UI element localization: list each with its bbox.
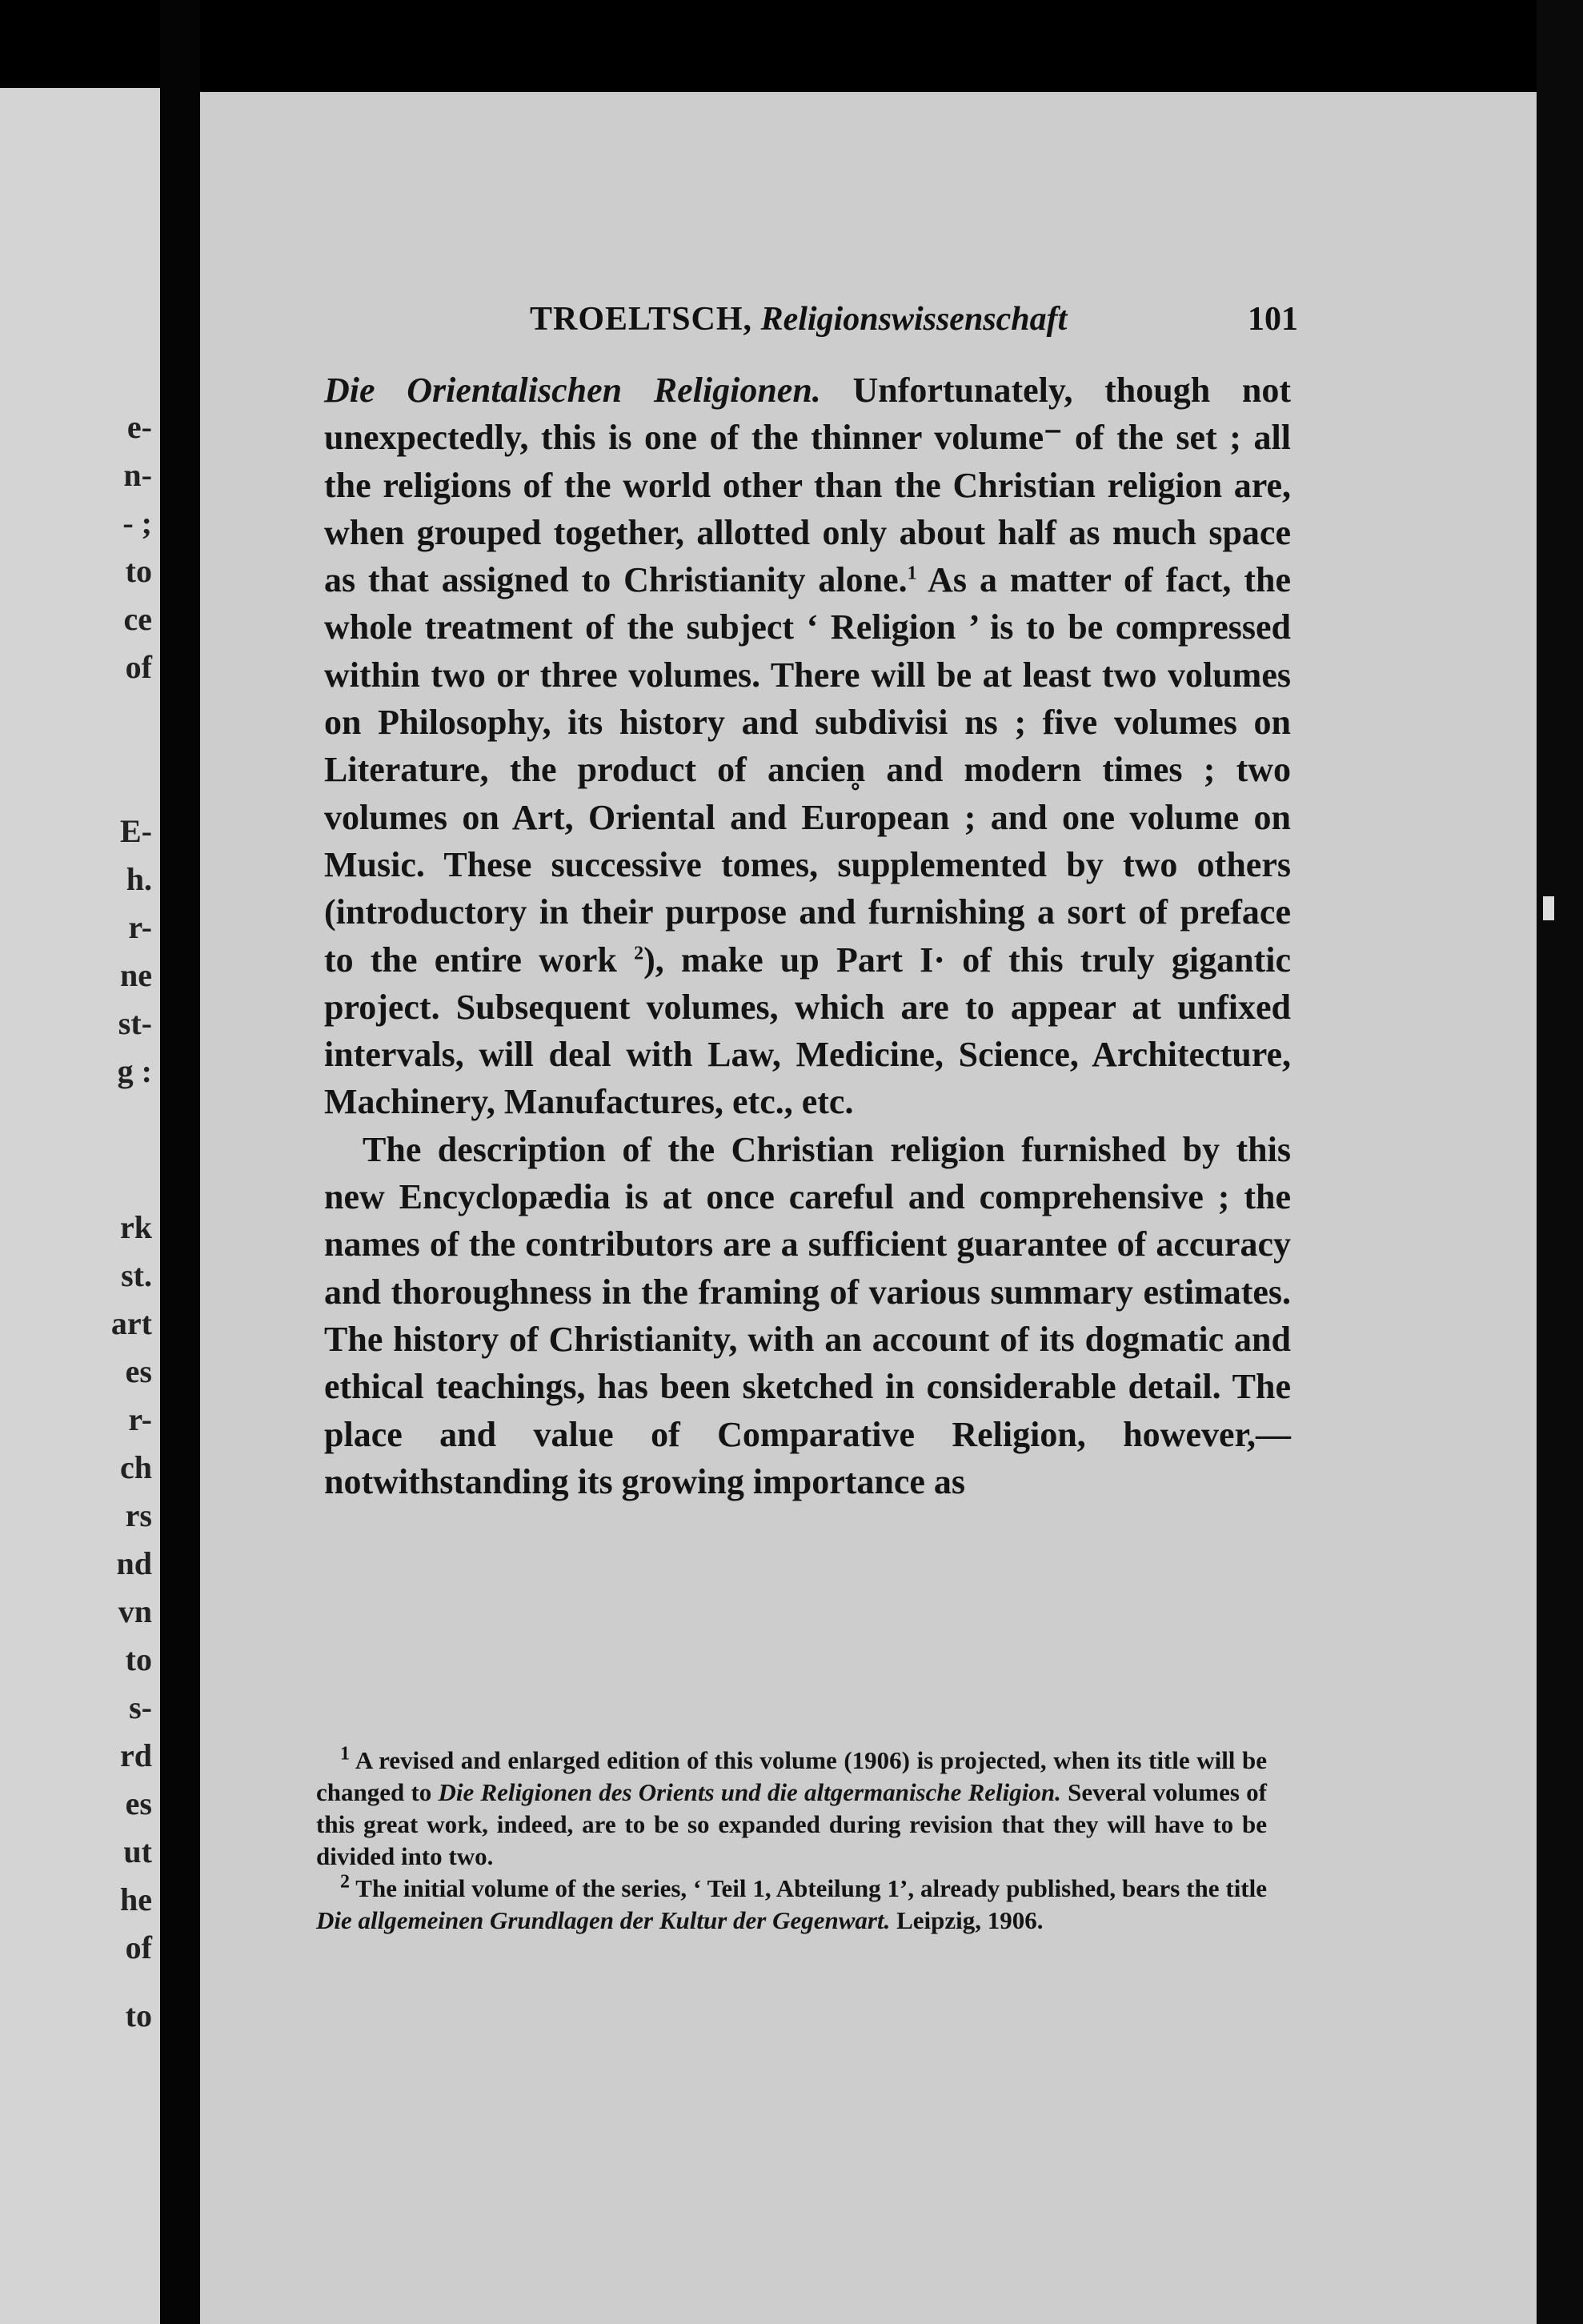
header-topic: Religionswissenschaft bbox=[760, 301, 1068, 338]
page-number: 101 bbox=[1248, 301, 1298, 338]
footnote-2 bbox=[316, 1873, 1267, 1937]
footnote-1-marker: 1 bbox=[340, 1743, 350, 1765]
para1-text-a: Unfortunately, though not unexpectedly, this is one of the thinner volume⁻ of the set ; all the religions of the world other than the Christian religion are, when grouped together, allotted only about half as much space as that assigned to Christianity alone. bbox=[324, 371, 1291, 600]
left-page-fragment: to bbox=[125, 1997, 152, 2034]
left-page-fragment: n- bbox=[123, 457, 152, 493]
footnote-1-text-b: Several volumes of this great work, indeed, are to be so expanded during revision that they will have to be divided into two. bbox=[316, 1778, 1267, 1870]
left-page-fragment: rk bbox=[120, 1209, 152, 1245]
footnote-2-title: Die allgemeinen Grundlagen der Kultur der Gegenwart. bbox=[316, 1906, 891, 1934]
left-page-fragment: r- bbox=[128, 909, 152, 945]
page-tab-mark bbox=[1543, 896, 1554, 920]
right-border bbox=[1537, 0, 1583, 2324]
paragraph-2: The description of the Christian religion furnished by this new Encyclopædia is at once careful and comprehensive ; the names of the contributors are a sufficient guarantee of accuracy and thoroughness in the framing of various summary estimates. The history of Christianity, with an account of its dogmatic and ethical teachings, has been sketched in considerable detail. The place and value of Comparative Religion, however,—notwithstanding its growing importance as bbox=[324, 1129, 1291, 1501]
left-page-fragment: ch bbox=[120, 1449, 152, 1485]
left-page-fragment: rs bbox=[125, 1497, 152, 1533]
paragraph-1 bbox=[324, 367, 1291, 1126]
left-page-fragment: vn bbox=[118, 1593, 152, 1629]
footnote-1-title: Die Religionen des Orients und die altgermanische Religion. bbox=[438, 1778, 1061, 1806]
left-page-fragment: rd bbox=[120, 1737, 152, 1773]
left-page-fragment: st. bbox=[121, 1257, 152, 1293]
left-page-fragment: ut bbox=[123, 1833, 152, 1869]
left-page-fragment: ce bbox=[123, 601, 152, 637]
book-spine bbox=[160, 0, 200, 2324]
left-page-fragment: of bbox=[125, 649, 152, 685]
left-page-fragment: of bbox=[125, 1929, 152, 1965]
para1-text-b: As a matter of fact, the whole treatment of the subject ‘ Religion ’ is to be compressed within two or three volumes. There will be at least two volumes on Philosophy, its history and subdivisi ns ; five volumes on Literature, the product of ancien̥ and modern times ; two volumes on Art, Oriental and European ; and one volume on Music. These successive tomes, supplemented by two others (introductory in their purpose and furnishing a sort of preface to the entire work bbox=[324, 560, 1291, 980]
left-page-fragment: e- bbox=[126, 409, 152, 445]
left-page-fragment: es bbox=[125, 1785, 152, 1821]
left-page-fragment: ne bbox=[120, 957, 152, 993]
footnote-ref-2: 2 bbox=[634, 942, 644, 964]
left-page-fragment: to bbox=[125, 1641, 152, 1677]
para1-text-c: ), make up Part I· of this truly gigantic project. Subsequent volumes, which are to appear at unfixed intervals, will deal with Law, Medicine, Science, Architecture, Machinery, Manufactures, etc., etc. bbox=[324, 940, 1291, 1122]
left-page-fragment: g : bbox=[117, 1053, 152, 1089]
left-page-fragment: he bbox=[120, 1881, 152, 1917]
left-page-fragment: E- bbox=[120, 813, 152, 849]
footnote-1 bbox=[316, 1745, 1267, 1873]
left-page-edge bbox=[0, 88, 160, 2324]
footnotes bbox=[316, 1745, 1267, 1937]
left-page-fragment: s- bbox=[129, 1689, 152, 1725]
left-page-fragment: to bbox=[125, 553, 152, 589]
body-text bbox=[324, 367, 1291, 1505]
footnote-2-text-b: Leipzig, 1906. bbox=[890, 1906, 1044, 1934]
left-page-fragment: es bbox=[125, 1353, 152, 1389]
left-page-fragment: nd bbox=[116, 1545, 152, 1581]
left-page-fragment: st- bbox=[118, 1005, 152, 1041]
footnote-1-text-a: A revised and enlarged edition of this volume (1906) is projected, when its title will be changed to bbox=[316, 1746, 1267, 1806]
footnote-2-marker: 2 bbox=[340, 1871, 350, 1893]
running-head bbox=[530, 300, 1298, 339]
left-page-fragment: - ; bbox=[122, 505, 152, 541]
work-title: Die Orientalischen Religionen. bbox=[324, 371, 821, 410]
left-page-fragment: r- bbox=[128, 1401, 152, 1437]
header-author: TROELTSCH, bbox=[530, 301, 753, 338]
footnote-2-text-a: The initial volume of the series, ‘ Teil 1, Abteilung 1’, already published, bears the title bbox=[350, 1874, 1267, 1902]
footnote-ref-1: 1 bbox=[907, 563, 917, 584]
left-page-fragment: art bbox=[110, 1305, 152, 1341]
left-page-fragment: h. bbox=[126, 861, 152, 897]
